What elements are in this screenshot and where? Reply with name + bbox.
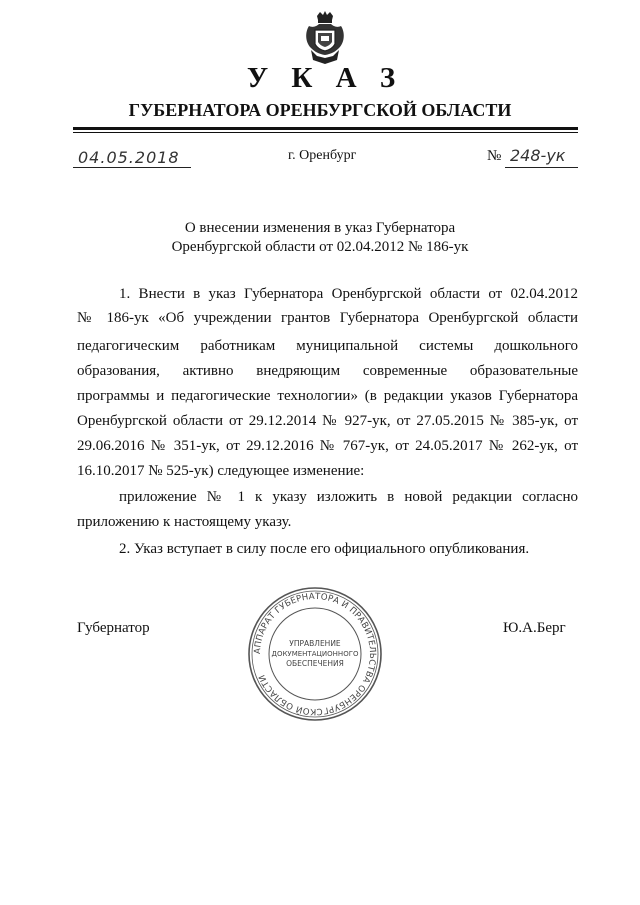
paragraph-1-line-7: 29.06.2016 № 351-ук, от 29.12.2016 № 767-ук, от 24.05.2017 № 262-ук, от bbox=[77, 438, 578, 454]
stamp-ring-text: АППАРАТ ГУБЕРНАТОРА И ПРАВИТЕЛЬСТВА ОРЕНБУРГСКОЙ ОБЛАСТИ bbox=[252, 591, 378, 717]
stamp-line-1: УПРАВЛЕНИЕ bbox=[289, 639, 341, 648]
document-number: 248-ук bbox=[510, 146, 566, 165]
official-stamp bbox=[245, 584, 385, 724]
paragraph-2-line-1: приложение № 1 к указу изложить в новой редакции согласно bbox=[119, 489, 578, 505]
document-city: г. Оренбург bbox=[288, 148, 357, 163]
paragraph-1-line-2: № 186-ук «Об учреждении грантов Губернатора Оренбургской области bbox=[77, 310, 578, 326]
paragraph-1-line-8: 16.10.2017 № 525-ук) следующее изменение: bbox=[77, 463, 365, 479]
heading-line-1: О внесении изменения в указ Губернатора bbox=[184, 220, 456, 236]
number-underline bbox=[505, 167, 578, 168]
signatory-name: Ю.А.Берг bbox=[503, 620, 566, 636]
paragraph-1-line-3: педагогическим работникам муниципальной системы дошкольного bbox=[77, 338, 578, 354]
paragraph-1-line-1: 1. Внести в указ Губернатора Оренбургской области от 02.04.2012 bbox=[119, 286, 578, 302]
document-title: У К А З bbox=[246, 62, 404, 94]
document-heading bbox=[0, 219, 640, 257]
header-rule-thick bbox=[73, 127, 578, 130]
paragraph-1-line-6: Оренбургской области от 29.12.2014 № 927-ук, от 27.05.2015 № 385-ук, от bbox=[77, 413, 578, 429]
date-underline bbox=[73, 167, 191, 168]
paragraph-1-line-5: программы и педагогические технологии» (в редакции указов Губернатора bbox=[77, 388, 578, 404]
header-rule-thin bbox=[73, 132, 578, 133]
signatory-title: Губернатор bbox=[77, 620, 150, 636]
stamp-line-2: ДОКУМЕНТАЦИОННОГО bbox=[271, 650, 359, 658]
paragraph-2-line-2: приложению к настоящему указу. bbox=[77, 514, 292, 530]
paragraph-3: 2. Указ вступает в силу после его официального опубликования. bbox=[119, 541, 530, 557]
stamp-line-3: ОБЕСПЕЧЕНИЯ bbox=[286, 659, 344, 668]
coat-of-arms-icon bbox=[303, 10, 347, 66]
heading-line-2: Оренбургской области от 02.04.2012 № 186-ук bbox=[171, 239, 469, 255]
document-date: 04.05.2018 bbox=[78, 148, 180, 167]
paragraph-1-line-4: образования, активно внедряющим современные образовательные bbox=[77, 363, 578, 379]
document-subtitle: ГУБЕРНАТОРА ОРЕНБУРГСКОЙ ОБЛАСТИ bbox=[128, 100, 512, 120]
number-sign: № bbox=[487, 148, 502, 164]
